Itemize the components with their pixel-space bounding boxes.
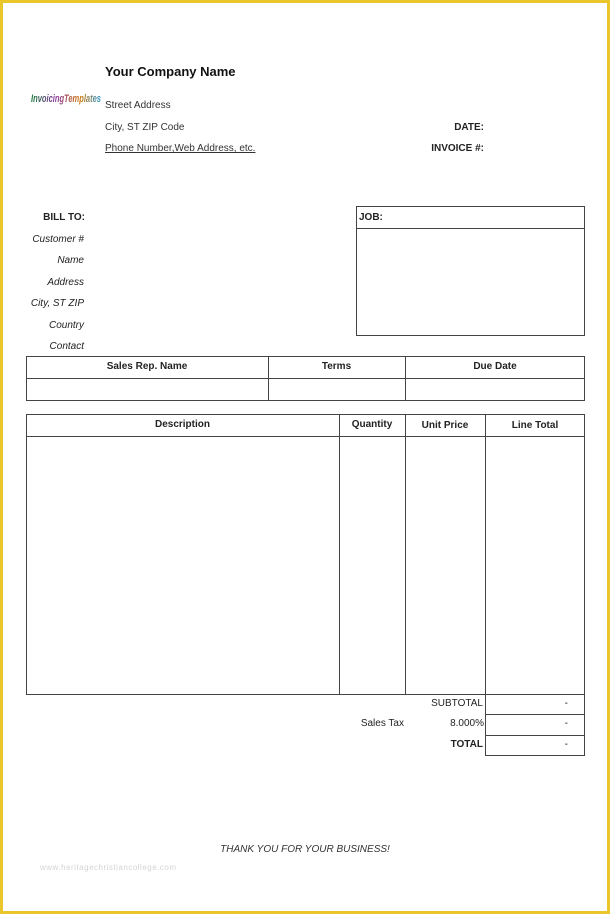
total-value: - (564, 739, 568, 750)
job-label: JOB: (359, 212, 383, 223)
city-state-zip: City, ST ZIP Code (105, 122, 185, 133)
total-label: TOTAL (450, 739, 483, 750)
subtotal-value: - (564, 698, 568, 709)
sales-rep-header: Sales Rep. Name (106, 361, 188, 372)
address-label: Address (47, 277, 84, 288)
quantity-column[interactable] (340, 437, 404, 694)
company-logo (31, 86, 103, 110)
totals-right-border (584, 694, 585, 756)
tax-divider (485, 735, 585, 736)
unit-price-header: Unit Price (421, 420, 469, 431)
name-label: Name (57, 255, 84, 266)
street-address: Street Address (105, 100, 171, 111)
bill-to-label: BILL TO: (43, 212, 85, 223)
sales-tax-label: Sales Tax (360, 718, 404, 729)
quantity-header: Quantity (351, 419, 393, 430)
company-name: Your Company Name (105, 64, 236, 79)
watermark: www.heritagechristiancollege.com (40, 863, 177, 872)
terms-cell[interactable] (269, 379, 404, 400)
subtotal-label: SUBTOTAL (431, 698, 483, 709)
contact-label: Contact (49, 341, 84, 352)
due-date-cell[interactable] (406, 379, 584, 400)
date-label: DATE: (454, 122, 484, 133)
unit-price-column[interactable] (406, 437, 484, 694)
line-total-column[interactable] (486, 437, 584, 694)
total-bottom-border (485, 755, 585, 756)
country-label: Country (48, 320, 84, 331)
sales-tax-rate[interactable]: 8.000% (450, 718, 484, 729)
city-state-zip-label: City, ST ZIP (30, 298, 84, 309)
terms-header: Terms (321, 361, 352, 372)
customer-number-label: Customer # (32, 234, 84, 245)
job-divider (356, 228, 585, 229)
subtotal-divider (485, 714, 585, 715)
sales-rep-cell[interactable] (27, 379, 267, 400)
sales-tax-value: - (564, 718, 568, 729)
due-date-header: Due Date (473, 361, 517, 372)
description-header: Description (154, 419, 210, 430)
logo-text: InvoicingTemplates (31, 93, 101, 105)
description-column[interactable] (27, 437, 338, 694)
phone-web-address: Phone Number,Web Address, etc. (105, 143, 256, 154)
job-box[interactable] (356, 206, 585, 336)
invoice-number-label: INVOICE #: (431, 143, 484, 154)
line-total-header: Line Total (511, 420, 559, 431)
thank-you-message: THANK YOU FOR YOUR BUSINESS! (220, 844, 390, 855)
